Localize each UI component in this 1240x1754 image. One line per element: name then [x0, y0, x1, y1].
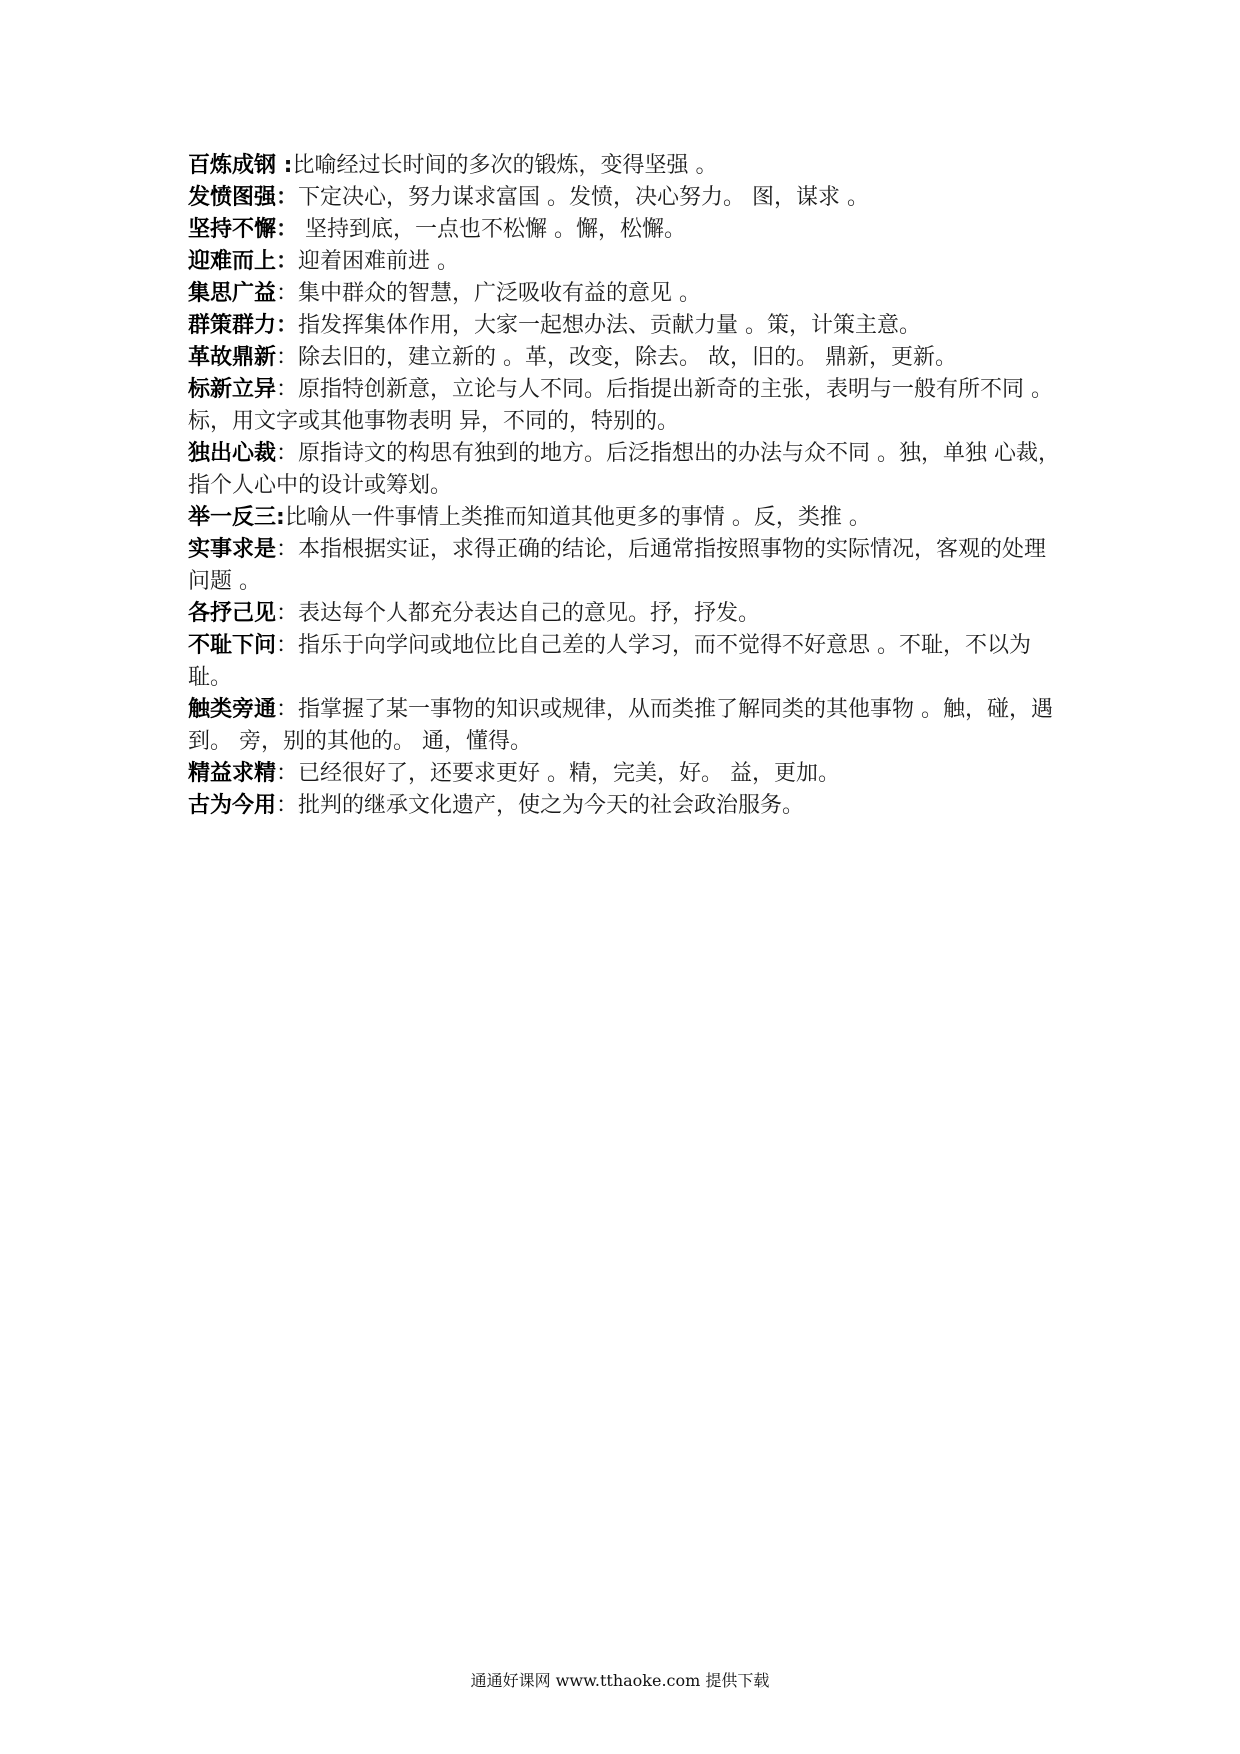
idiom-entry [188, 246, 1068, 278]
idiom-definition: 指乐于向学问或地位比自己差的人学习，而不觉得不好意思 。不耻，不以为耻。 [188, 633, 1032, 690]
idiom-separator: : [276, 505, 285, 530]
idiom-term: 革故鼎新 [188, 345, 277, 370]
idiom-entry [188, 278, 1068, 310]
idiom-entry [188, 534, 1068, 598]
idiom-entry [188, 630, 1068, 694]
idiom-definition: 表达每个人都充分表达自己的意见。抒，抒发。 [298, 601, 761, 626]
idiom-list [188, 150, 1068, 822]
idiom-definition: 指发挥集体作用，大家一起想办法、贡献力量 。策，计策主意。 [298, 313, 922, 338]
idiom-entry [188, 502, 1068, 534]
idiom-term: 精益求精 [188, 761, 277, 786]
idiom-entry [188, 758, 1068, 790]
idiom-entry [188, 150, 1068, 182]
idiom-term: 触类旁通 [188, 697, 277, 722]
idiom-separator: ： [276, 761, 299, 786]
idiom-term: 标新立异 [188, 377, 277, 402]
idiom-separator: ： [276, 633, 299, 658]
idiom-definition: 本指根据实证，求得正确的结论，后通常指按照事物的实际情况，客观的处理问题 。 [188, 537, 1047, 594]
idiom-definition: 比喻从一件事情上类推而知道其他更多的事情 。反，类推 。 [284, 505, 871, 530]
idiom-entry [188, 342, 1068, 374]
idiom-entry [188, 214, 1068, 246]
idiom-separator: ： [276, 697, 299, 722]
page-footer: 通通好课网 www.tthaoke.com 提供下载 [470, 1671, 770, 1690]
idiom-term: 实事求是 [188, 537, 277, 562]
idiom-separator: ： [276, 601, 299, 626]
idiom-definition: 坚持到底，一点也不松懈 。懈，松懈。 [298, 217, 687, 242]
idiom-term: 百炼成钢 [188, 153, 277, 178]
idiom-separator: ： [276, 441, 299, 466]
idiom-term: 举一反三 [188, 505, 277, 530]
idiom-entry [188, 182, 1068, 214]
idiom-definition: 除去旧的，建立新的 。革，改变，除去。 故，旧的。 鼎新，更新。 [298, 345, 958, 370]
idiom-entry [188, 694, 1068, 758]
idiom-definition: 已经很好了，还要求更好 。精，完美，好。 益，更加。 [298, 761, 841, 786]
idiom-term: 集思广益 [188, 281, 277, 306]
idiom-definition: 指掌握了某一事物的知识或规律，从而类推了解同类的其他事物 。触，碰，遇到。 旁，别的其他的。 通，懂得。 [188, 697, 1054, 754]
idiom-separator: : [276, 153, 293, 178]
idiom-definition: 比喻经过长时间的多次的锻炼，变得坚强 。 [292, 153, 718, 178]
idiom-entry [188, 374, 1068, 438]
idiom-separator: ： [276, 537, 299, 562]
idiom-separator: ： [276, 217, 299, 242]
idiom-entry [188, 598, 1068, 630]
idiom-separator: ： [276, 313, 299, 338]
idiom-separator: ： [276, 185, 299, 210]
idiom-definition: 下定决心，努力谋求富国 。发愤，决心努力。 图，谋求 。 [298, 185, 870, 210]
idiom-entry [188, 790, 1068, 822]
idiom-term: 不耻下问 [188, 633, 277, 658]
idiom-term: 各抒己见 [188, 601, 277, 626]
idiom-separator: ： [276, 345, 299, 370]
idiom-term: 发愤图强 [188, 185, 277, 210]
idiom-definition: 批判的继承文化遗产，使之为今天的社会政治服务。 [298, 793, 805, 818]
idiom-separator: ： [276, 249, 299, 274]
idiom-separator: ： [276, 281, 299, 306]
idiom-entry [188, 438, 1068, 502]
idiom-separator: ： [276, 793, 299, 818]
idiom-separator: ： [276, 377, 299, 402]
idiom-term: 独出心裁 [188, 441, 277, 466]
idiom-definition: 集中群众的智慧，广泛吸收有益的意见 。 [298, 281, 702, 306]
idiom-definition: 原指特创新意，立论与人不同。后指提出新奇的主张，表明与一般有所不同 。标，用文字或其他事物表明 异，不同的，特别的。 [188, 377, 1054, 434]
idiom-term: 迎难而上 [188, 249, 277, 274]
idiom-entry [188, 310, 1068, 342]
idiom-term: 坚持不懈 [188, 217, 277, 242]
idiom-definition: 原指诗文的构思有独到的地方。后泛指想出的办法与众不同 。独，单独 心裁，指个人心中的设计或筹划。 [188, 441, 1061, 498]
idiom-definition: 迎着困难前进 。 [298, 249, 460, 274]
idiom-term: 古为今用 [188, 793, 277, 818]
idiom-term: 群策群力 [188, 313, 277, 338]
